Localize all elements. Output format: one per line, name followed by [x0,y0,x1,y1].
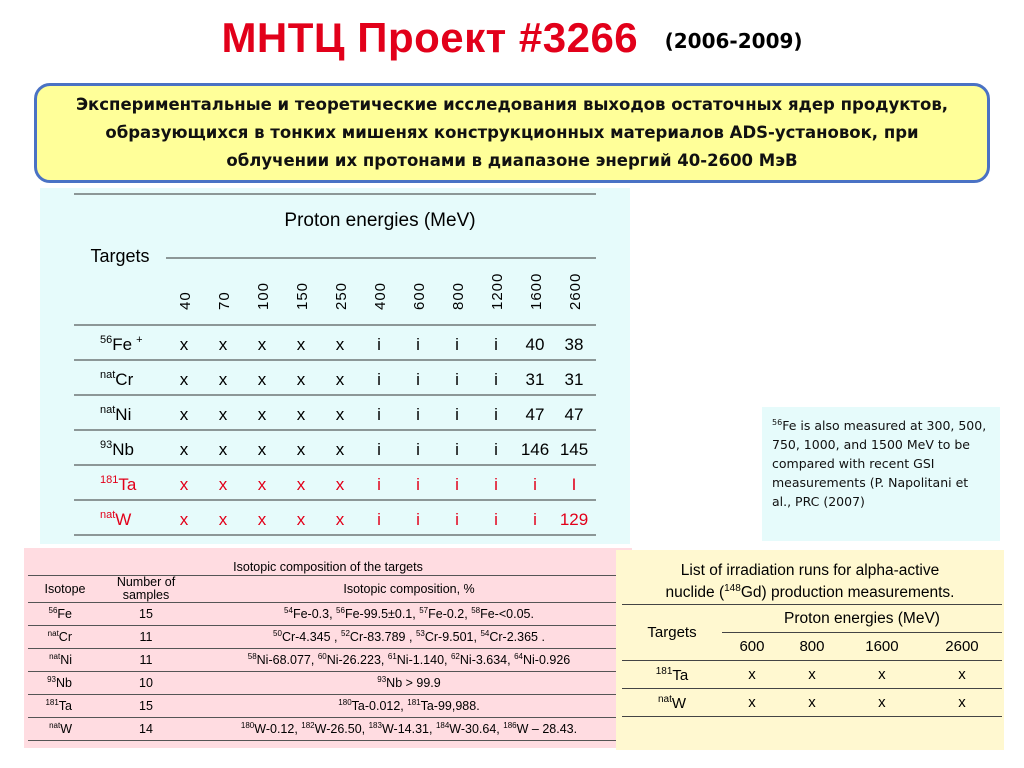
iso-part-value: Ta-0.012, [351,699,408,714]
alpha-cell: x [722,661,782,689]
target-cr [100,369,134,389]
iso-isotope [28,718,102,741]
iso-part-mass: 52 [341,629,350,639]
alpha-energies-label: Proton energies (MeV) [722,605,1002,633]
iso-isotope [28,603,102,626]
table-cell: x [218,510,228,529]
iso-header-isotope: Isotope [28,576,102,603]
iso-part-value: Nb > 99.9 [386,676,441,691]
alpha-title-mass: 148 [724,583,741,594]
table-cell: 38 [564,335,584,354]
table-cell: x [218,440,228,459]
table-cell: x [296,405,306,424]
iso-row [28,649,628,672]
iso-part-mass: 50 [273,629,282,639]
iso-part-value: W-26.50, [314,722,369,737]
alpha-header-row-1 [622,605,1002,633]
table-cell: 47 [525,405,545,424]
table-cell: x [335,370,345,389]
table-cell: x [179,475,189,494]
table-cell: i [533,510,537,529]
iso-part-value: Cr-9.501, [424,630,481,645]
iso-row [28,626,628,649]
iso-element: Ta [58,699,72,714]
alpha-energy-1600: 1600 [865,638,899,655]
table-cell: i [455,335,459,354]
iso-element: Ni [60,653,72,668]
iso-part-mass: 54 [480,629,490,639]
iso-isotope [28,649,102,672]
iso-part-value: Fe-0.2, [428,607,472,622]
iso-samples: 15 [102,695,190,718]
iso-part-mass: 54 [284,606,293,616]
iso-caption: Isotopic composition of the targets [28,558,628,576]
table-cell: x [257,370,267,389]
target-fe [100,334,143,354]
alpha-cell: x [842,689,922,717]
iso-part-mass: 182 [301,721,315,731]
iso-isotope [28,626,102,649]
target-nb [100,439,134,459]
alpha-cell: x [922,661,1002,689]
iso-part-value: Cr-83.789 , [349,630,416,645]
iso-composition [190,672,628,695]
energy-header-100: 100 [255,281,272,310]
alpha-energy-800: 800 [799,638,825,655]
isotopic-composition-panel [24,548,632,748]
target-element: Ni [115,405,132,424]
iso-part-mass: 58 [247,652,257,662]
alpha-row [622,661,1002,689]
iso-part-value: W-30.64, [449,722,504,737]
table-cell: i [377,440,381,459]
alpha-title-pre: nuclide ( [665,584,725,602]
iso-header-row [28,576,628,603]
iso-mass: nat [47,629,59,639]
proton-energies-table [40,188,630,544]
table-cell: x [218,405,228,424]
table-cell: i [377,475,381,494]
iso-mass: 181 [45,698,59,708]
iso-part-value: Cr-2.365 . [489,630,545,645]
table-cell: i [416,370,420,389]
table-cell: x [257,475,267,494]
target-suffix: + [136,334,143,346]
target-mass: 93 [100,439,113,451]
energy-header-600: 600 [411,281,428,310]
iso-part-mass: 62 [450,652,460,662]
table-cell: x [179,405,189,424]
project-years: (2006-2009) [664,29,803,53]
fe-note-mass: 56 [772,418,783,427]
alpha-target [622,689,722,717]
table-cell: 129 [559,510,589,529]
iso-part-value: Fe-99.5±0.1, [344,607,420,622]
table-cell: i [377,510,381,529]
isotopic-composition-table [28,558,628,741]
alpha-targets-label: Targets [622,605,722,661]
iso-samples: 11 [102,649,190,672]
iso-part-mass: 57 [419,606,429,616]
alpha-runs-title [616,562,1004,602]
table-cell: x [335,405,345,424]
iso-caption-row [28,558,628,576]
energy-header-150: 150 [294,281,311,310]
iso-element: Nb [56,676,72,691]
table-cell: i [377,335,381,354]
target-mass: nat [100,404,116,416]
iso-composition [190,695,628,718]
page-title: МНТЦ Проект #3266 [221,14,639,61]
iso-element: Fe [57,607,72,622]
energy-header-400: 400 [372,281,389,310]
alpha-row [622,689,1002,717]
table-cell: i [416,475,420,494]
alpha-runs-table [622,604,1002,717]
table-cell: 146 [520,440,550,459]
iso-header-composition: Isotopic composition, % [190,576,628,603]
table-cell: i [494,510,498,529]
table-cell: x [296,510,306,529]
table-cell: 31 [525,370,545,389]
table-cell: x [179,335,189,354]
table-cell: x [179,510,189,529]
page-header [0,14,1024,62]
table-cell: x [296,440,306,459]
target-ta [100,474,137,494]
table-cell: x [257,405,267,424]
iso-part-value: Fe-<0.05. [480,607,534,622]
iso-part-mass: 56 [336,606,345,616]
target-element: Ta [118,475,137,494]
iso-samples: 15 [102,603,190,626]
iso-samples: 10 [102,672,190,695]
iso-part-value: Ni-1.140, [396,653,451,668]
iso-part-value: Ta-99,988. [420,699,480,714]
alpha-body [622,661,1002,717]
table-cell: x [335,335,345,354]
target-element: Cr [115,370,134,389]
target-element: Nb [112,440,134,459]
iso-part-mass: 53 [415,629,425,639]
iso-element: Cr [58,630,72,645]
table-cell: i [455,440,459,459]
table-cell: i [377,405,381,424]
iso-mass: 56 [48,606,58,616]
iso-isotope [28,672,102,695]
target-mass: 181 [100,474,119,486]
iso-part-value: Ni-26.223, [326,653,388,668]
alpha-target-mass: nat [657,693,672,705]
iso-part-mass: 181 [407,698,421,708]
alpha-runs-panel [616,550,1004,750]
iso-composition [190,649,628,672]
table-cell: i [455,510,459,529]
iso-part-mass: 180 [240,721,255,731]
alpha-target-mass: 181 [655,665,673,677]
iso-row [28,603,628,626]
iso-part-value: W – 28.43. [516,722,578,737]
alpha-energy-2600: 2600 [945,638,979,655]
energy-header-1200: 1200 [489,272,506,310]
alpha-target [622,661,722,689]
iso-composition [190,718,628,741]
table-cell: x [257,440,267,459]
table-cell: x [218,335,228,354]
table-cell: 40 [525,335,545,354]
iso-header-samples: Number of samples [102,576,190,603]
energy-header-70: 70 [216,291,233,310]
target-mass: 56 [100,334,113,346]
energy-header-800: 800 [450,281,467,310]
iso-row [28,672,628,695]
table-cell: 47 [564,405,584,424]
iso-part-mass: 58 [471,606,481,616]
table-cell: i [416,440,420,459]
table-cell: i [494,335,498,354]
target-element: Fe [112,335,133,354]
table-cell: i [533,475,537,494]
iso-isotope [28,695,102,718]
alpha-target-element: W [671,694,687,712]
iso-samples: 11 [102,626,190,649]
iso-part-mass: 184 [435,721,450,731]
iso-part-mass: 64 [514,652,523,662]
fe-note [762,407,1000,541]
iso-part-mass: 60 [317,652,327,662]
table-cell: i [494,370,498,389]
iso-body [28,603,628,741]
target-element: W [115,510,132,529]
alpha-cell: x [782,689,842,717]
proton-energies-table-svg [40,188,630,544]
table-cell: x [257,510,267,529]
iso-part-mass: 180 [338,698,352,708]
fe-note-text: Fe is also measured at 300, 500, 750, 1000, and 1500 MeV to be compared with recent GSI measurements (P. Napolitani et al., PRC (2007) [772,418,987,510]
table-cell: x [296,475,306,494]
iso-samples: 14 [102,718,190,741]
table-cell: i [455,370,459,389]
alpha-cell: x [842,661,922,689]
alpha-energy-600: 600 [739,638,765,655]
alpha-title-line1: List of irradiation runs for alpha-active [680,562,940,579]
iso-part-value: Ni-68.077, [256,653,318,668]
table-cell: I [571,475,577,494]
table-cell: i [416,405,420,424]
target-ni [100,404,131,424]
table-cell: i [494,405,498,424]
alpha-target-element: Ta [672,666,689,684]
alpha-cell: x [782,661,842,689]
energy-header-2600: 2600 [567,272,584,310]
table-cell: i [494,475,498,494]
table-cell: x [218,370,228,389]
energy-header-1600: 1600 [528,272,545,310]
topic-text: Экспериментальные и теоретические исследования выходов остаточных ядер продуктов, образующихся в тонких мишенях конструкционных материалов ADS-установок, при облучении их протонами в диапазоне энергий 40-2600 МэВ [75,95,949,170]
energy-header-250: 250 [333,281,350,310]
table-cell: x [218,475,228,494]
table-cell: x [335,475,345,494]
iso-part-value: Ni-3.634, [459,653,515,668]
topic-box [34,83,990,183]
table-cell: i [416,510,420,529]
table-cell: i [416,335,420,354]
iso-mass: 93 [47,675,57,685]
iso-part-value: Ni-0.926 [523,653,571,668]
iso-part-mass: 183 [368,721,382,731]
iso-part-value: W-14.31, [381,722,436,737]
table-cell: i [377,370,381,389]
iso-mass: nat [49,721,61,731]
target-mass: nat [100,369,116,381]
iso-part-value: Cr-4.345 , [281,630,342,645]
table-cell: x [179,440,189,459]
iso-element: W [60,722,72,737]
iso-composition [190,626,628,649]
table-cell: x [296,335,306,354]
table-cell: 145 [559,440,589,459]
table-cell: i [455,475,459,494]
table-cell: x [257,335,267,354]
table-cell: x [296,370,306,389]
table-cell: i [494,440,498,459]
table-cell: 31 [564,370,584,389]
alpha-cell: x [922,689,1002,717]
iso-part-mass: 93 [377,675,387,685]
table-cell: x [335,440,345,459]
iso-row [28,695,628,718]
iso-part-value: W-0.12, [254,722,302,737]
main-targets-label: Targets [90,246,150,266]
iso-part-mass: 61 [387,652,397,662]
alpha-title-post: Gd) production measurements. [740,584,955,602]
table-cell: x [335,510,345,529]
iso-row [28,718,628,741]
target-w [100,509,131,529]
table-cell: i [455,405,459,424]
main-energies-label: Proton energies (MeV) [284,210,476,231]
iso-composition [190,603,628,626]
table-cell: x [179,370,189,389]
iso-part-mass: 186 [503,721,517,731]
target-mass: nat [100,509,116,521]
iso-mass: nat [49,652,61,662]
energy-header-40: 40 [177,291,194,310]
iso-part-value: Fe-0.3, [292,607,337,622]
alpha-cell: x [722,689,782,717]
